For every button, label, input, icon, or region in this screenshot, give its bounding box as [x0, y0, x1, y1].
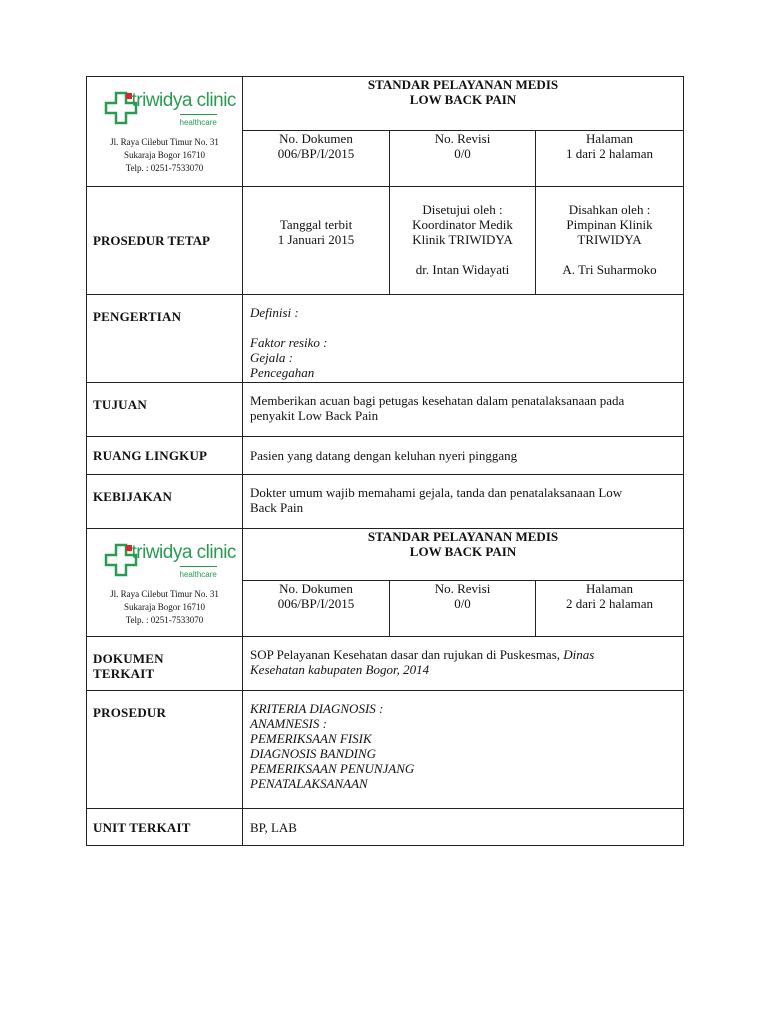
unit-terkait-content	[243, 809, 684, 846]
page-cell	[536, 581, 684, 637]
prosedur-item: PENATALAKSANAAN	[250, 776, 368, 791]
clinic-logo	[100, 87, 236, 135]
unit-terkait-text: BP, LAB	[250, 820, 297, 835]
kebijakan-text: Back Pain	[250, 500, 304, 515]
ratified-by-name: A. Tri Suharmoko	[562, 262, 657, 277]
clinic-address-line: Sukaraja Bogor 16710	[124, 150, 205, 160]
prosedur-item: KRITERIA DIAGNOSIS :	[250, 701, 384, 716]
prosedur-item: PEMERIKSAAN FISIK	[250, 731, 372, 746]
dokumen-terkait-label-line: DOKUMEN	[93, 651, 164, 666]
doc-number-cell	[243, 131, 390, 187]
tujuan-text: penyakit Low Back Pain	[250, 408, 379, 423]
document-subtitle: LOW BACK PAIN	[409, 544, 517, 559]
kebijakan-label: KEBIJAKAN	[87, 475, 243, 529]
document-subtitle: LOW BACK PAIN	[409, 92, 517, 107]
approved-by-role: Klinik TRIWIDYA	[412, 232, 513, 247]
page-value: 2 dari 2 halaman	[566, 596, 654, 611]
ruang-lingkup-label: RUANG LINGKUP	[87, 437, 243, 475]
dokumen-terkait-content	[243, 637, 684, 691]
unit-terkait-label: UNIT TERKAIT	[87, 809, 243, 846]
page-value: 1 dari 2 halaman	[566, 146, 654, 161]
pencegahan-text: Pencegahan	[250, 365, 315, 380]
document-title: STANDAR PELAYANAN MEDIS	[367, 77, 559, 92]
document-title: STANDAR PELAYANAN MEDIS	[367, 529, 559, 544]
doc-number-value: 006/BP/I/2015	[277, 146, 355, 161]
clinic-logo-subtitle: healthcare	[180, 114, 217, 130]
dokumen-terkait-text	[250, 647, 675, 662]
prosedur-item: ANAMNESIS :	[250, 716, 327, 731]
pengertian-content	[243, 295, 684, 383]
revision-label: No. Revisi	[434, 581, 491, 596]
page-label: Halaman	[586, 131, 633, 146]
sop-document-table	[86, 76, 684, 846]
page-label: Halaman	[586, 581, 633, 596]
ruang-lingkup-content	[243, 437, 684, 475]
clinic-address-line: Sukaraja Bogor 16710	[124, 602, 205, 612]
revision-cell	[390, 131, 536, 187]
doc-number-label: No. Dokumen	[279, 581, 353, 596]
approved-by-role: Koordinator Medik	[412, 217, 513, 232]
clinic-logo-name: triwidya clinic	[131, 90, 236, 111]
clinic-logo-subtitle: healthcare	[180, 566, 217, 582]
definisi-text: Definisi :	[250, 305, 299, 320]
dokumen-terkait-source: Kesehatan kabupaten Bogor, 2014	[250, 662, 430, 677]
issue-date-value: 1 Januari 2015	[277, 232, 355, 247]
clinic-phone-line: Telp. : 0251-7533070	[125, 615, 204, 625]
faktor-resiko-text: Faktor resiko :	[250, 335, 328, 350]
document-title-cell	[243, 529, 684, 581]
prosedur-content	[243, 691, 684, 809]
revision-value: 0/0	[454, 596, 471, 611]
ruang-lingkup-text: Pasien yang datang dengan keluhan nyeri pinggang	[250, 448, 518, 463]
kebijakan-text: Dokter umum wajib memahami gejala, tanda dan penatalaksanaan Low	[250, 485, 623, 500]
ratified-by-label: Disahkan oleh :	[568, 202, 651, 217]
clinic-logo	[100, 539, 236, 587]
approved-by-label: Disetujui oleh :	[422, 202, 503, 217]
clinic-phone-line: Telp. : 0251-7533070	[125, 163, 204, 173]
tujuan-content	[243, 383, 684, 437]
dokumen-terkait-ref: SOP Pelayanan Kesehatan dasar dan rujukan di Puskesmas,	[250, 647, 564, 662]
dokumen-terkait-label-line: TERKAIT	[93, 666, 155, 681]
doc-number-value: 006/BP/I/2015	[277, 596, 355, 611]
doc-number-cell	[243, 581, 390, 637]
ratified-by-cell	[536, 187, 684, 295]
dokumen-terkait-source: Dinas	[563, 647, 595, 662]
ratified-by-role: Pimpinan Klinik	[566, 217, 653, 232]
issue-date-cell	[243, 187, 390, 295]
prosedur-label: PROSEDUR	[87, 691, 243, 809]
gejala-text: Gejala :	[250, 350, 293, 365]
prosedur-tetap-label: PROSEDUR TETAP	[87, 187, 243, 295]
prosedur-item: DIAGNOSIS BANDING	[250, 746, 377, 761]
pengertian-label: PENGERTIAN	[87, 295, 243, 383]
prosedur-item: PEMERIKSAAN PENUNJANG	[250, 761, 415, 776]
tujuan-label: TUJUAN	[87, 383, 243, 437]
document-title-cell	[243, 77, 684, 131]
clinic-logo-name: triwidya clinic	[131, 542, 236, 563]
dokumen-terkait-label	[87, 637, 243, 691]
clinic-logo-cell	[87, 529, 243, 637]
clinic-address-line: Jl. Raya Cilebut Timur No. 31	[110, 137, 219, 147]
kebijakan-content	[243, 475, 684, 529]
page-cell	[536, 131, 684, 187]
clinic-address-line: Jl. Raya Cilebut Timur No. 31	[110, 589, 219, 599]
approved-by-cell	[390, 187, 536, 295]
doc-number-label: No. Dokumen	[279, 131, 353, 146]
revision-label: No. Revisi	[434, 131, 491, 146]
approved-by-name: dr. Intan Widayati	[415, 262, 510, 277]
revision-value: 0/0	[454, 146, 471, 161]
revision-cell	[390, 581, 536, 637]
ratified-by-role: TRIWIDYA	[577, 232, 642, 247]
clinic-logo-cell	[87, 77, 243, 187]
issue-date-label: Tanggal terbit	[279, 217, 353, 232]
tujuan-text: Memberikan acuan bagi petugas kesehatan dalam penatalaksanaan pada	[250, 393, 625, 408]
